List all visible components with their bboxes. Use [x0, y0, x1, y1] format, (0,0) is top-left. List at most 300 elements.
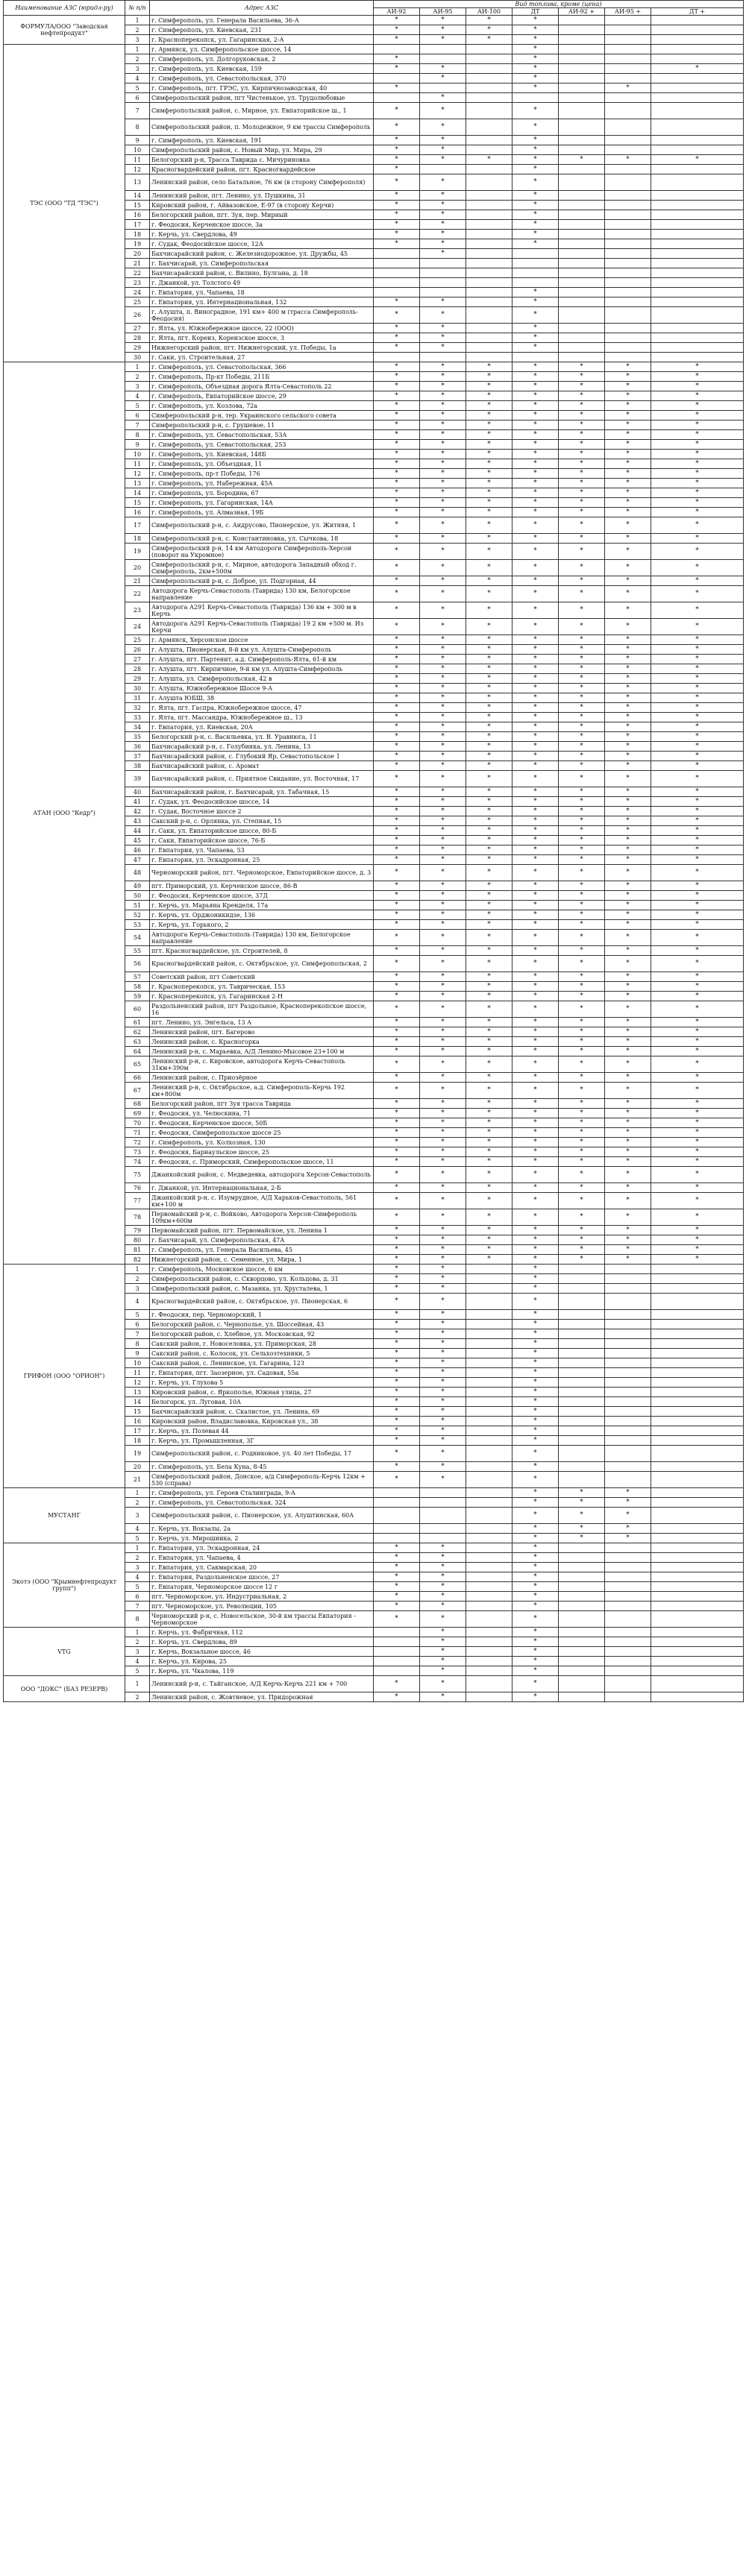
fuel-availability-mark: *	[466, 1193, 513, 1209]
station-address: г. Джанкой, ул. Интернациональная, 2-Б	[150, 1183, 374, 1193]
fuel-availability-mark: *	[651, 771, 744, 787]
fuel-availability-mark: *	[513, 307, 559, 324]
fuel-availability-mark	[466, 239, 513, 249]
station-address: г. Евпатория, Черноморское шоссе 12 г	[150, 1582, 374, 1592]
fuel-availability-mark: *	[420, 508, 466, 517]
fuel-availability-mark: *	[374, 1368, 420, 1378]
fuel-availability-mark: *	[651, 752, 744, 761]
fuel-availability-mark: *	[420, 1407, 466, 1417]
fuel-availability-mark	[605, 1310, 651, 1320]
row-number: 18	[125, 230, 150, 239]
fuel-availability-mark: *	[374, 1426, 420, 1436]
fuel-availability-mark	[651, 191, 744, 201]
fuel-availability-mark: *	[651, 459, 744, 469]
fuel-availability-mark	[651, 1524, 744, 1534]
fuel-availability-mark	[466, 1543, 513, 1553]
fuel-availability-mark: *	[420, 732, 466, 742]
fuel-availability-mark: *	[605, 732, 651, 742]
fuel-availability-mark	[466, 1488, 513, 1498]
fuel-availability-mark	[559, 74, 605, 84]
fuel-availability-mark: *	[374, 191, 420, 201]
fuel-availability-mark: *	[559, 910, 605, 920]
fuel-availability-mark	[513, 278, 559, 288]
fuel-availability-mark: *	[513, 136, 559, 145]
fuel-availability-mark: *	[420, 742, 466, 752]
fuel-availability-mark: *	[605, 576, 651, 586]
fuel-availability-mark	[466, 1637, 513, 1647]
fuel-availability-mark: *	[651, 836, 744, 845]
fuel-availability-mark	[559, 1628, 605, 1637]
fuel-availability-mark: *	[605, 1534, 651, 1543]
fuel-availability-mark: *	[559, 807, 605, 816]
fuel-availability-mark: *	[374, 1083, 420, 1099]
row-number: 23	[125, 602, 150, 619]
fuel-availability-mark	[605, 35, 651, 45]
row-number: 3	[125, 1563, 150, 1572]
operator-name: Экотэ (ООО "Крымнефтепродукт групп")	[4, 1543, 125, 1628]
fuel-availability-mark: *	[513, 1073, 559, 1083]
fuel-availability-mark: *	[513, 787, 559, 797]
fuel-availability-mark: *	[374, 1235, 420, 1245]
fuel-availability-mark: *	[374, 1147, 420, 1157]
fuel-availability-mark: *	[374, 220, 420, 230]
fuel-availability-mark: *	[466, 382, 513, 391]
fuel-availability-mark: *	[651, 508, 744, 517]
fuel-availability-mark	[559, 201, 605, 210]
fuel-availability-mark	[559, 268, 605, 278]
fuel-availability-mark: *	[513, 450, 559, 459]
fuel-availability-mark: *	[559, 1157, 605, 1167]
fuel-availability-mark	[466, 1358, 513, 1368]
fuel-availability-mark: *	[466, 645, 513, 655]
fuel-type-header: ДТ	[513, 8, 559, 16]
fuel-availability-mark: *	[374, 891, 420, 901]
fuel-availability-mark: *	[513, 1109, 559, 1118]
fuel-availability-mark	[559, 239, 605, 249]
row-number: 7	[125, 421, 150, 430]
station-address: Симферопольский район, с. Скворцово, ул. Кольцова, д. 31	[150, 1274, 374, 1284]
fuel-availability-mark: *	[651, 946, 744, 956]
fuel-availability-mark	[651, 25, 744, 35]
fuel-availability-mark: *	[374, 25, 420, 35]
fuel-availability-mark: *	[420, 1310, 466, 1320]
fuel-availability-mark: *	[420, 920, 466, 930]
fuel-availability-mark: *	[466, 421, 513, 430]
fuel-availability-mark: *	[651, 479, 744, 488]
station-address: г. Феодосия, Керченское шоссе, 50Б	[150, 1118, 374, 1128]
fuel-availability-mark: *	[559, 544, 605, 560]
fuel-availability-mark	[466, 249, 513, 259]
fuel-availability-mark	[466, 333, 513, 343]
fuel-availability-mark	[466, 307, 513, 324]
fuel-availability-mark: *	[374, 664, 420, 674]
fuel-availability-mark: *	[605, 391, 651, 401]
row-number: 2	[125, 54, 150, 64]
fuel-availability-mark: *	[420, 103, 466, 119]
row-number: 11	[125, 155, 150, 165]
fuel-availability-mark: *	[605, 586, 651, 602]
fuel-availability-mark: *	[513, 440, 559, 450]
fuel-availability-mark	[559, 288, 605, 297]
fuel-availability-mark: *	[513, 1358, 559, 1368]
station-address: Сакский район, с. Колосок, ул. Сельхозтехники, 5	[150, 1349, 374, 1358]
fuel-availability-mark: *	[513, 1138, 559, 1147]
row-number: 2	[125, 1274, 150, 1284]
fuel-availability-mark: *	[420, 1426, 466, 1436]
row-number: 13	[125, 479, 150, 488]
fuel-availability-mark	[651, 1329, 744, 1339]
fuel-availability-mark: *	[605, 1027, 651, 1037]
row-number: 78	[125, 1209, 150, 1226]
station-address: Белогорский р-н, с. Васильевка, ул. В. Уравнюга, 11	[150, 732, 374, 742]
row-number: 15	[125, 201, 150, 210]
fuel-availability-mark	[559, 1388, 605, 1397]
fuel-availability-mark	[605, 1446, 651, 1462]
row-number: 72	[125, 1138, 150, 1147]
fuel-availability-mark: *	[420, 891, 466, 901]
station-address: г. Симферополь, ул. Объездная, 11	[150, 459, 374, 469]
fuel-availability-mark: *	[466, 761, 513, 771]
fuel-availability-mark: *	[374, 1582, 420, 1592]
fuel-availability-mark: *	[559, 674, 605, 684]
row-number: 9	[125, 136, 150, 145]
station-address: г. Симферополь, ул. Бородина, 67	[150, 488, 374, 498]
fuel-availability-mark: *	[420, 411, 466, 421]
fuel-availability-mark: *	[374, 382, 420, 391]
fuel-availability-mark: *	[513, 946, 559, 956]
station-address: г. Симферополь, ул. Киевская, 191	[150, 136, 374, 145]
row-number: 57	[125, 972, 150, 982]
fuel-availability-mark: *	[466, 1001, 513, 1018]
fuel-availability-mark: *	[559, 992, 605, 1001]
fuel-availability-mark	[605, 288, 651, 297]
fuel-availability-mark: *	[374, 901, 420, 910]
fuel-availability-mark: *	[559, 742, 605, 752]
fuel-availability-mark	[605, 191, 651, 201]
fuel-availability-mark: *	[513, 1245, 559, 1255]
fuel-availability-mark	[605, 1676, 651, 1692]
fuel-availability-mark: *	[374, 1209, 420, 1226]
fuel-availability-mark: *	[513, 881, 559, 891]
row-number: 51	[125, 901, 150, 910]
fuel-availability-mark	[466, 288, 513, 297]
fuel-availability-mark: *	[420, 1109, 466, 1118]
fuel-availability-mark	[420, 1508, 466, 1524]
fuel-availability-mark	[559, 259, 605, 268]
fuel-availability-mark: *	[466, 901, 513, 910]
row-number: 44	[125, 826, 150, 836]
fuel-availability-mark	[605, 174, 651, 191]
row-number: 24	[125, 619, 150, 635]
row-number: 77	[125, 1193, 150, 1209]
fuel-availability-mark: *	[605, 1099, 651, 1109]
fuel-availability-mark	[420, 268, 466, 278]
fuel-availability-mark: *	[559, 576, 605, 586]
fuel-availability-mark: *	[420, 1037, 466, 1047]
row-number: 4	[125, 1294, 150, 1310]
fuel-availability-mark: *	[559, 479, 605, 488]
fuel-availability-mark: *	[420, 771, 466, 787]
fuel-availability-mark	[559, 1339, 605, 1349]
fuel-availability-mark	[651, 1397, 744, 1407]
row-number: 17	[125, 220, 150, 230]
fuel-availability-mark	[605, 1472, 651, 1488]
fuel-availability-mark	[651, 278, 744, 288]
fuel-availability-mark: *	[374, 1255, 420, 1265]
fuel-availability-mark: *	[651, 732, 744, 742]
fuel-availability-mark: *	[559, 459, 605, 469]
fuel-availability-mark: *	[559, 664, 605, 674]
operator-name: ТЭС (ООО "ТД "ТЭС")	[4, 45, 125, 362]
station-address: г. Симферополь, ул. Киевская, 159	[150, 64, 374, 74]
fuel-availability-mark: *	[513, 84, 559, 93]
fuel-availability-mark: *	[513, 816, 559, 826]
fuel-availability-mark: *	[420, 1397, 466, 1407]
fuel-availability-mark	[651, 1534, 744, 1543]
fuel-availability-mark: *	[420, 992, 466, 1001]
fuel-availability-mark	[651, 1602, 744, 1611]
fuel-availability-mark: *	[559, 826, 605, 836]
fuel-availability-mark: *	[513, 1037, 559, 1047]
station-address: г. Симферополь, ул. Козлова, 72а	[150, 401, 374, 411]
fuel-availability-mark: *	[513, 664, 559, 674]
fuel-availability-mark	[651, 1572, 744, 1582]
fuel-availability-mark: *	[374, 307, 420, 324]
fuel-availability-mark: *	[513, 982, 559, 992]
fuel-availability-mark: *	[513, 1543, 559, 1553]
fuel-availability-mark: *	[513, 1255, 559, 1265]
fuel-availability-mark: *	[513, 230, 559, 239]
fuel-availability-mark: *	[559, 855, 605, 865]
fuel-availability-mark: *	[513, 956, 559, 972]
fuel-availability-mark: *	[513, 635, 559, 645]
fuel-availability-mark: *	[374, 324, 420, 333]
station-row	[4, 1676, 744, 1692]
station-address: г. Симферополь, ул. Героев Сталинграда, 9-А	[150, 1488, 374, 1498]
fuel-availability-mark	[651, 343, 744, 353]
fuel-availability-mark: *	[466, 1118, 513, 1128]
station-address: Ленинский р-н, с. Марьевка, А/Д Ленино-Мысовое 23+100 м	[150, 1047, 374, 1056]
station-address: Кировский район, г. Айвазовское, Е-97 (в сторону Керчи)	[150, 201, 374, 210]
fuel-availability-mark: *	[420, 855, 466, 865]
fuel-availability-mark: *	[466, 576, 513, 586]
fuel-availability-mark	[513, 93, 559, 103]
fuel-availability-mark: *	[374, 1099, 420, 1109]
fuel-availability-mark: *	[374, 1388, 420, 1397]
fuel-availability-mark: *	[374, 845, 420, 855]
fuel-availability-mark: *	[513, 722, 559, 732]
station-address: г. Алушта, Пионерская, 8-й км ул. Алушта-Симферополь	[150, 645, 374, 655]
fuel-availability-mark: *	[651, 787, 744, 797]
fuel-availability-mark	[605, 1417, 651, 1426]
fuel-availability-mark: *	[513, 930, 559, 946]
fuel-availability-mark: *	[420, 1274, 466, 1284]
fuel-availability-mark: *	[374, 1047, 420, 1056]
row-number: 26	[125, 645, 150, 655]
fuel-availability-mark: *	[651, 635, 744, 645]
station-address: пгт. Красногвардейское, ул. Строителей, 8	[150, 946, 374, 956]
fuel-availability-mark: *	[513, 174, 559, 191]
fuel-availability-mark	[374, 288, 420, 297]
fuel-availability-mark: *	[513, 362, 559, 372]
fuel-availability-mark: *	[374, 1592, 420, 1602]
fuel-availability-mark: *	[651, 469, 744, 479]
fuel-availability-mark	[605, 220, 651, 230]
fuel-availability-mark	[559, 324, 605, 333]
row-number: 41	[125, 797, 150, 807]
fuel-availability-mark: *	[420, 1157, 466, 1167]
row-number: 7	[125, 1329, 150, 1339]
fuel-availability-mark: *	[651, 440, 744, 450]
fuel-availability-mark: *	[420, 430, 466, 440]
fuel-availability-mark: *	[374, 1245, 420, 1255]
fuel-availability-mark: *	[513, 1226, 559, 1235]
fuel-availability-mark: *	[513, 324, 559, 333]
fuel-availability-mark	[466, 259, 513, 268]
station-address: г. Керчь, ул. Мирошника, 2	[150, 1534, 374, 1543]
fuel-availability-mark	[605, 1628, 651, 1637]
fuel-availability-mark: *	[374, 297, 420, 307]
fuel-availability-mark	[559, 1647, 605, 1657]
fuel-availability-mark	[374, 278, 420, 288]
fuel-availability-mark: *	[466, 1047, 513, 1056]
fuel-availability-mark: *	[559, 1099, 605, 1109]
fuel-availability-mark: *	[559, 722, 605, 732]
fuel-availability-mark	[466, 1349, 513, 1358]
station-address: г. Армянск, Херсонское шоссе	[150, 635, 374, 645]
fuel-availability-mark: *	[605, 693, 651, 703]
fuel-availability-mark	[466, 220, 513, 230]
station-address: г. Керчь, ул. Промышленная, 3Г	[150, 1436, 374, 1446]
fuel-availability-mark: *	[466, 450, 513, 459]
fuel-availability-mark: *	[651, 401, 744, 411]
row-number: 2	[125, 1553, 150, 1563]
fuel-availability-mark	[559, 1329, 605, 1339]
station-address: г. Феодосия, Керченское шоссе, 3а	[150, 220, 374, 230]
station-address: Сакский район, с. Ленинское, ул. Гагарина, 123	[150, 1358, 374, 1368]
fuel-availability-mark	[605, 1378, 651, 1388]
fuel-availability-mark: *	[466, 664, 513, 674]
row-number: 18	[125, 1436, 150, 1446]
fuel-availability-mark	[605, 1407, 651, 1417]
fuel-availability-mark: *	[420, 1692, 466, 1702]
fuel-availability-mark: *	[374, 1417, 420, 1426]
fuel-availability-mark: *	[466, 1138, 513, 1147]
fuel-availability-mark: *	[605, 1235, 651, 1245]
fuel-availability-mark	[559, 136, 605, 145]
fuel-type-header: АИ-95	[420, 8, 466, 16]
row-number: 9	[125, 1349, 150, 1358]
fuel-availability-mark	[466, 191, 513, 201]
station-address: Белогорский район, пгт Зуя трасса Таврида	[150, 1099, 374, 1109]
fuel-availability-mark	[559, 333, 605, 343]
station-address: Раздольненский район, пгт Раздольное, Красноперекопское шоссе, 16	[150, 1001, 374, 1018]
fuel-availability-mark	[559, 1349, 605, 1358]
row-number: 1	[125, 45, 150, 54]
fuel-availability-mark: *	[374, 1320, 420, 1329]
fuel-availability-mark: *	[420, 534, 466, 544]
fuel-availability-mark: *	[420, 1647, 466, 1657]
fuel-availability-mark: *	[559, 155, 605, 165]
fuel-availability-mark: *	[374, 920, 420, 930]
fuel-availability-mark: *	[559, 865, 605, 881]
fuel-availability-mark	[559, 1572, 605, 1582]
station-address: Ленинский район, с. Красногорка	[150, 1037, 374, 1047]
row-number: 24	[125, 288, 150, 297]
fuel-availability-mark: *	[374, 1056, 420, 1073]
row-number: 66	[125, 1073, 150, 1083]
fuel-availability-mark: *	[559, 972, 605, 982]
row-number: 2	[125, 25, 150, 35]
fuel-availability-mark	[374, 1647, 420, 1657]
fuel-availability-mark: *	[605, 865, 651, 881]
fuel-availability-mark	[420, 288, 466, 297]
fuel-availability-mark: *	[559, 1235, 605, 1245]
fuel-availability-mark	[466, 1407, 513, 1417]
fuel-availability-mark: *	[374, 1109, 420, 1118]
fuel-availability-mark: *	[559, 421, 605, 430]
fuel-availability-mark: *	[374, 174, 420, 191]
fuel-availability-mark: *	[466, 982, 513, 992]
fuel-availability-mark	[651, 1446, 744, 1462]
fuel-availability-mark: *	[651, 703, 744, 713]
fuel-availability-mark: *	[651, 891, 744, 901]
row-number: 82	[125, 1255, 150, 1265]
fuel-availability-mark: *	[466, 674, 513, 684]
station-address: Симферопольский район, с. Мазанка, ул. Хрусталева, 1	[150, 1284, 374, 1294]
fuel-availability-mark: *	[513, 619, 559, 635]
fuel-availability-mark: *	[420, 479, 466, 488]
fuel-availability-mark	[559, 1666, 605, 1676]
fuel-availability-mark: *	[651, 1255, 744, 1265]
fuel-availability-mark: *	[605, 684, 651, 693]
fuel-availability-mark: *	[559, 362, 605, 372]
row-number: 71	[125, 1128, 150, 1138]
fuel-availability-mark: *	[466, 920, 513, 930]
fuel-availability-mark: *	[466, 1109, 513, 1118]
fuel-availability-mark	[559, 297, 605, 307]
fuel-availability-mark: *	[420, 1388, 466, 1397]
fuel-availability-mark	[651, 174, 744, 191]
fuel-availability-mark	[605, 324, 651, 333]
fuel-availability-mark: *	[513, 1320, 559, 1329]
fuel-availability-mark	[466, 145, 513, 155]
row-number: 13	[125, 1388, 150, 1397]
fuel-availability-mark: *	[559, 946, 605, 956]
fuel-availability-mark: *	[513, 992, 559, 1001]
fuel-availability-mark	[374, 249, 420, 259]
fuel-availability-mark: *	[559, 411, 605, 421]
fuel-availability-mark	[466, 45, 513, 54]
fuel-availability-mark: *	[559, 450, 605, 459]
fuel-availability-mark	[466, 230, 513, 239]
header-fuel-types: Вид топлива, кроме (цена)	[374, 1, 744, 8]
fuel-availability-mark: *	[420, 324, 466, 333]
fuel-availability-mark	[605, 119, 651, 136]
station-address: г. Евпатория, Раздольненское шоссе, 27	[150, 1572, 374, 1582]
fuel-availability-mark	[605, 1320, 651, 1329]
fuel-availability-mark	[605, 278, 651, 288]
fuel-availability-mark: *	[420, 1056, 466, 1073]
fuel-availability-mark: *	[513, 210, 559, 220]
row-number: 12	[125, 165, 150, 174]
fuel-availability-mark	[559, 1284, 605, 1294]
fuel-availability-mark: *	[559, 836, 605, 845]
station-address: г. Ялта, пгт. Кореиз, Кореизское шоссе, 3	[150, 333, 374, 343]
fuel-availability-mark	[605, 1339, 651, 1349]
fuel-availability-mark	[466, 1508, 513, 1524]
fuel-availability-mark	[651, 35, 744, 45]
